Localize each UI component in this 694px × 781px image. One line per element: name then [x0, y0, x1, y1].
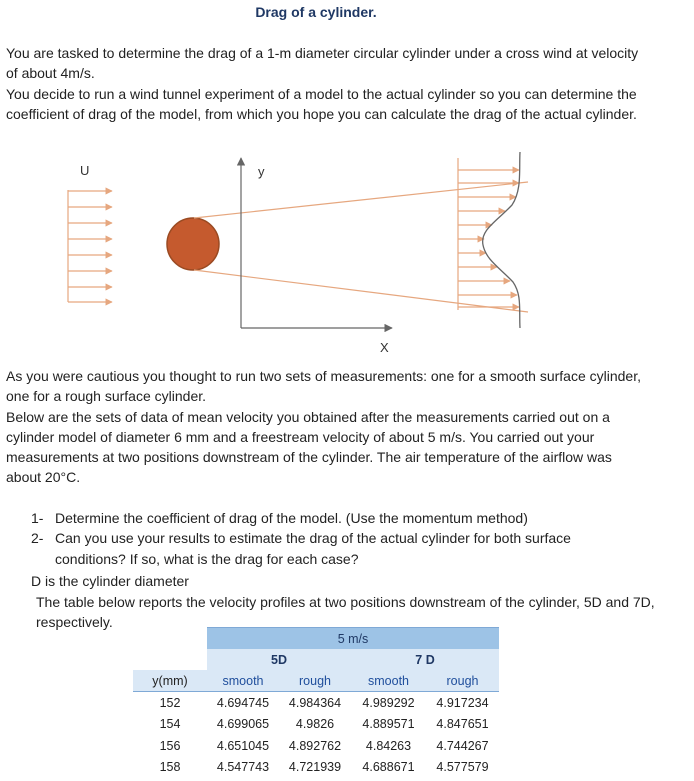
table-cell: 4.917234 [436, 695, 489, 710]
diameter-note: D is the cylinder diameter [31, 573, 189, 589]
speed-header: 5 m/s [207, 628, 499, 650]
table-row [133, 714, 499, 736]
velocity-table [133, 627, 499, 778]
body-paragraph-1: As you were cautious you thought to run two sets of measurements: one for a smooth surface cylinder, one for a rough surface cylinder. [6, 368, 641, 405]
inflow-arrows [68, 190, 112, 302]
table-cell: 4.688671 [362, 760, 415, 775]
table-cell: 152 [159, 695, 181, 710]
table-cell: 4.84263 [365, 738, 412, 753]
table-cell: 4.744267 [436, 738, 489, 753]
table-cell: 154 [159, 717, 181, 732]
question-list [31, 508, 641, 569]
intro-paragraph-1: You are tasked to determine the drag of a 1-m diameter circular cylinder under a cross wind at velocity of about 4m/s. [6, 45, 639, 82]
label-u: U [80, 163, 90, 178]
intro-paragraph-2: You decide to run a wind tunnel experiment of a model to the actual cylinder so you can determine the coefficient of drag of the model, from which you hope you can calculate the drag of the actual cylinder. [6, 85, 637, 122]
table-cell: 4.984364 [288, 695, 342, 710]
body-text [6, 366, 646, 488]
table-cell: 4.651045 [216, 738, 270, 753]
wake-lines [194, 182, 528, 312]
question-text: Can you use your results to estimate the drag of the actual cylinder for both surface conditions? If so, what is the drag for each case? [55, 530, 571, 567]
y-column-header: y(mm) [133, 670, 207, 692]
velocity-curve [483, 152, 520, 328]
label-x: X [380, 340, 389, 355]
cylinder-shape [167, 218, 219, 270]
question-number: 2- [31, 530, 44, 547]
wake-profile [458, 158, 519, 310]
intro-text [6, 43, 646, 124]
table-cell: 4.577579 [436, 760, 489, 775]
label-y: y [258, 164, 265, 179]
column-header: rough [426, 670, 499, 692]
table-intro: The table below reports the velocity profiles at two positions downstream of the cylinder, 5D and 7D, respectively. [36, 594, 655, 631]
column-header: rough [279, 670, 351, 692]
position-5d-header: 5D [207, 649, 351, 670]
table-cell: 156 [159, 738, 181, 753]
table-row [133, 757, 499, 779]
page-title: Drag of a cylinder. [255, 4, 377, 20]
table-cell: 4.989292 [362, 695, 415, 710]
cylinder-diagram [0, 150, 694, 360]
table-cell: 4.694745 [216, 695, 270, 710]
table-cell: 4.892762 [288, 738, 342, 753]
column-header: smooth [207, 670, 279, 692]
question-text: Determine the coefficient of drag of the model. (Use the momentum method) [55, 510, 528, 526]
table-cell: 4.847651 [436, 717, 489, 732]
axes [241, 158, 392, 328]
column-header: smooth [351, 670, 426, 692]
table-cell: 4.9826 [295, 717, 335, 732]
table-row [133, 735, 499, 757]
position-7d-header: 7 D [351, 649, 499, 670]
question-item [31, 508, 641, 528]
table-cell: 158 [159, 760, 181, 775]
table-row [133, 692, 499, 714]
column-header-row [133, 670, 499, 692]
table-cell: 4.721939 [288, 760, 342, 775]
table-cell: 4.889571 [362, 717, 415, 732]
question-item [31, 528, 641, 569]
table-cell: 4.699065 [216, 717, 270, 732]
body-paragraph-2: Below are the sets of data of mean velocity you obtained after the measurements carried out on a cylinder model of diameter 6 mm and a freestream velocity of about 5 m/s. You carried out your measurements at two positions downstream of the cylinder. The air temperature of the airflow was about 20°C. [6, 408, 612, 486]
question-number: 1- [31, 510, 44, 526]
table-cell: 4.547743 [216, 760, 270, 775]
